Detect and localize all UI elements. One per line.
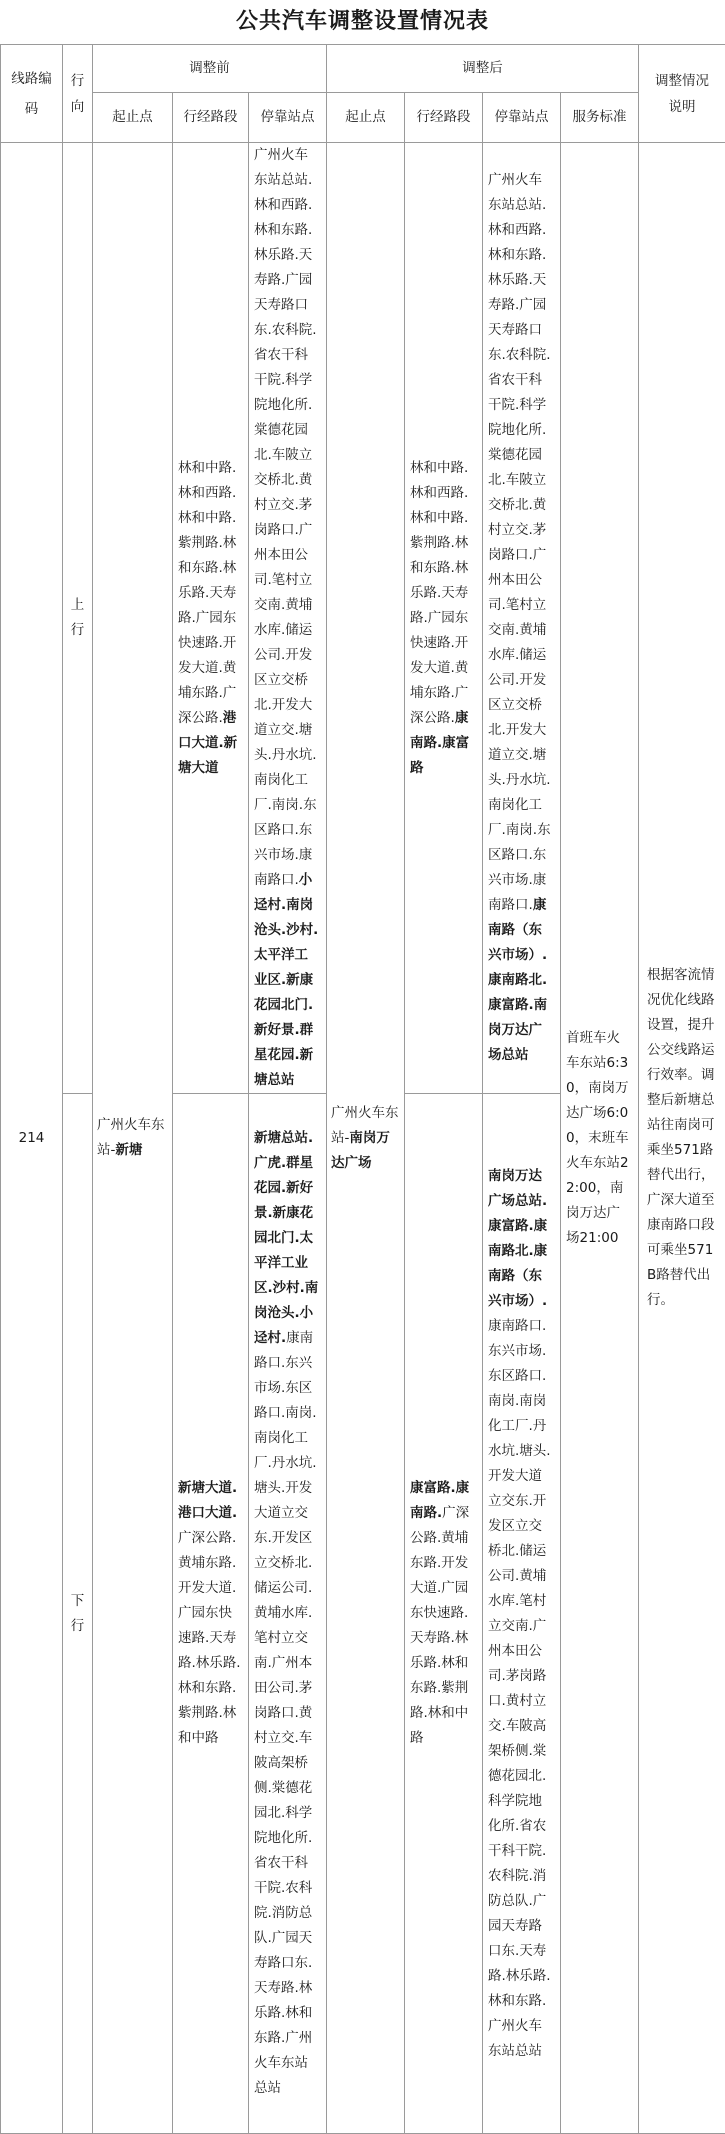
before-header: 调整前 [93, 45, 327, 93]
down-after-stops-cell: 南岗万达广场总站.康富路.康南路北.康南路（东兴市场）.康南路口.东兴市场.东区路口.南岗.南岗化工厂.丹水坑.塘头.开发大道立交东.开发区立交桥北.储运公司.黄埔水库.笔村立交南.广州本田公司.茅岗路口.黄村立交.车陂高架桥侧.棠德花园北.科学院地化所.省农干科干院.农科院.消防总队.广园天寿路口东.天寿路.林乐路.林和东路.广州火车东站总站 [483, 1094, 561, 2134]
before-stops-header: 停靠站点 [249, 93, 327, 143]
after-header: 调整后 [327, 45, 639, 93]
up-after-stops-cell: 广州火车东站总站.林和西路.林和东路.林乐路.天寿路.广园天寿路口东.农科院.省农干科干院.科学院地化所.棠德花园北.车陂立交桥北.黄村立交.茅岗路口.广州本田公司.笔村立交南.黄埔水库.储运公司.开发区立交桥北.开发大道立交.塘头.丹水坑.南岗化工厂.南岗.东区路口.东兴市场.康南路口.康南路（东兴市场）.康南路北.康富路.南岗万达广场总站 [483, 143, 561, 1094]
adjustment-table [0, 44, 725, 2134]
after-start-end-cell: 广州火车东站-南岗万达广场 [327, 143, 405, 2134]
after-start-end-header: 起止点 [327, 93, 405, 143]
down-before-stops-cell: 新塘总站.广虎.群星花园.新好景.新康花园北门.太平洋工业区.沙村.南岗沧头.小迳村.康南路口.东兴市场.东区路口.南岗.南岗化工厂.丹水坑.塘头.开发大道立交东.开发区立交桥北.储运公司.黄埔水库.笔村立交南.广州本田公司.茅岗路口.黄村立交.车陂高架桥侧.棠德花园北.科学院地化所.省农干科干院.农科院.消防总队.广园天寿路口东.天寿路.林乐路.林和东路.广州火车东站总站 [249, 1094, 327, 2134]
table-title: 公共汽车调整设置情况表 [0, 4, 725, 35]
up-direction-cell: 上行 [63, 143, 93, 1094]
before-start-end-header: 起止点 [93, 93, 173, 143]
note-header: 调整情况说明 [639, 45, 725, 143]
up-after-path-cell: 林和中路.林和西路.林和中路.紫荆路.林和东路.林乐路.天寿路.广园东快速路.开发大道.黄埔东路.广深公路.康南路.康富路 [405, 143, 483, 1094]
route-code-header: 线路编码 [1, 45, 63, 143]
direction-header: 行向 [63, 45, 93, 143]
down-direction-cell: 下行 [63, 1094, 93, 2134]
after-stops-header: 停靠站点 [483, 93, 561, 143]
up-before-stops-cell: 广州火车东站总站.林和西路.林和东路.林乐路.天寿路.广园天寿路口东.农科院.省农干科干院.科学院地化所.棠德花园北.车陂立交桥北.黄村立交.茅岗路口.广州本田公司.笔村立交南.黄埔水库.储运公司.开发区立交桥北.开发大道立交.塘头.丹水坑.南岗化工厂.南岗.东区路口.东兴市场.康南路口.小迳村.南岗沧头.沙村.太平洋工业区.新康花园北门.新好景.群星花园.新塘总站 [249, 143, 327, 1094]
before-path-header: 行经路段 [173, 93, 249, 143]
after-path-header: 行经路段 [405, 93, 483, 143]
down-after-path-cell: 康富路.康南路.广深公路.黄埔东路.开发大道.广园东快速路.天寿路.林乐路.林和东路.紫荆路.林和中路 [405, 1094, 483, 2134]
up-row [1, 143, 725, 1094]
adjustment-note-cell: 根据客流情况优化线路设置，提升公交线路运行效率。调整后新塘总站往南岗可乘坐571路替代出行，广深大道至康南路口段可乘坐571B路替代出行。 [639, 143, 725, 2134]
up-before-path-cell: 林和中路.林和西路.林和中路.紫荆路.林和东路.林乐路.天寿路.广园东快速路.开发大道.黄埔东路.广深公路.港口大道.新塘大道 [173, 143, 249, 1094]
down-before-path-cell: 新塘大道.港口大道.广深公路.黄埔东路.开发大道.广园东快速路.天寿路.林乐路.林和东路.紫荆路.林和中路 [173, 1094, 249, 2134]
service-standard-cell: 首班车火车东站6:30，南岗万达广场6:00，末班车火车东站22:00，南岗万达广场21:00 [561, 143, 639, 2134]
header-row-2 [1, 93, 725, 143]
route-code-cell: 214 [1, 143, 63, 2134]
before-start-end-cell: 广州火车东站-新塘 [93, 143, 173, 2134]
header-row-1 [1, 45, 725, 93]
service-header: 服务标准 [561, 93, 639, 143]
